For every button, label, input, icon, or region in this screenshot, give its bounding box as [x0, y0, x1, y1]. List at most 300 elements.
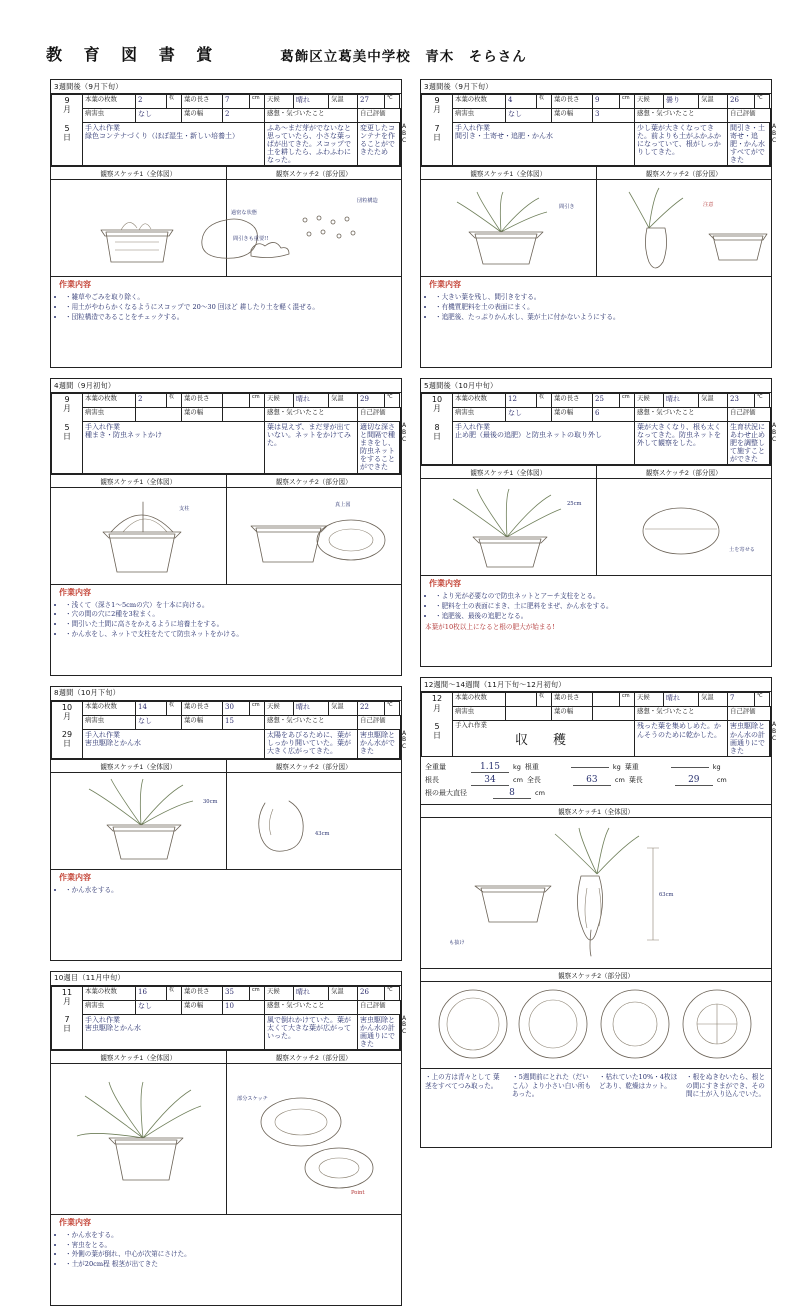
notice-label: 感想・気づいたこと	[635, 707, 728, 721]
weather-value: 晴れ	[294, 394, 329, 408]
notice-label: 感想・気づいたこと	[265, 408, 358, 422]
root-weight-value	[571, 767, 609, 768]
pest-value	[136, 408, 182, 422]
sketch-note-1: 25cm	[567, 501, 582, 508]
weather-value: 曇り	[664, 95, 699, 109]
measure-row-length	[425, 775, 767, 786]
date-month: 12	[431, 694, 443, 704]
date-cell: 9 月 7 日	[422, 95, 453, 166]
sketch-drawing	[51, 1064, 401, 1214]
sketch-drawing	[421, 479, 771, 575]
record-card-harvest	[420, 677, 777, 1147]
harvest-note-1: も抜け	[449, 939, 465, 946]
leaf-count-label: 本葉の枚数	[453, 95, 506, 109]
date-cell: 10 月 29 日	[52, 701, 83, 758]
work-title: 作業内容	[59, 587, 91, 597]
sketch2-label: 観察スケッチ2（部分図）	[275, 763, 352, 771]
unit-celsius: ℃	[385, 701, 400, 715]
sketch-header	[51, 1050, 401, 1064]
selfeval-abc: A B C	[770, 721, 771, 756]
unit-cm: cm	[620, 394, 635, 408]
pest-label: 病害虫	[83, 715, 136, 729]
selfeval-text: 適切な深さと間隔で種まきをし、防虫ネットをすることができた	[358, 422, 400, 473]
work-list	[55, 886, 397, 895]
work-item: • ・かん水をする。	[65, 886, 397, 895]
temp-label: 気温	[699, 394, 728, 408]
sketch-drawing	[421, 180, 771, 276]
total-weight-label: 全重量	[425, 763, 446, 772]
unit-celsius: ℃	[755, 693, 770, 707]
work-item: • ・大きい葉を残し、間引きをする。	[435, 293, 767, 302]
notice-text: 葉は見えず、まだ芽が出ていない。ネットをかけてみた。	[265, 422, 358, 473]
work-title: 作業内容	[59, 1217, 91, 1227]
sketch-drawing	[51, 180, 401, 276]
selfeval-label: 自己評価	[358, 1000, 401, 1014]
temp-label: 気温	[699, 693, 728, 707]
date-cell: 11 月 7 日	[52, 986, 83, 1049]
care-text	[83, 422, 265, 473]
unit-cm: cm	[620, 95, 635, 109]
unit-celsius: ℃	[385, 394, 400, 408]
work-list	[55, 1231, 397, 1270]
sketch1-label: 観察スケッチ1（全体図）	[421, 167, 597, 179]
total-weight-value: 1.15	[471, 762, 509, 773]
record-card-week9-1	[50, 79, 407, 368]
sketch-note-1: 支柱	[179, 505, 190, 512]
leaf-length2-value: 29	[675, 775, 713, 786]
temp-label: 気温	[329, 95, 358, 109]
leaf-width-value: 10	[223, 1000, 265, 1014]
unit-celsius: ℃	[755, 394, 770, 408]
sketch2-label: 観察スケッチ2（部分図）	[558, 972, 634, 980]
selfeval-abc: A B C	[400, 1014, 401, 1049]
pest-label: 病害虫	[83, 1000, 136, 1014]
work-item: • ・有機質肥料を土の表面にまく。	[435, 303, 767, 312]
unit-cm: cm	[250, 95, 265, 109]
date-day: 5	[64, 422, 70, 432]
notice-text: 風で倒れかけていた。葉が太くて大きな葉が広がっていった。	[265, 1014, 358, 1049]
leaf-count-label: 本葉の枚数	[453, 394, 506, 408]
root-weight-label: 根重	[524, 763, 539, 772]
work-title: 作業内容	[59, 280, 91, 290]
harvest-notes	[421, 1069, 771, 1147]
sketch-area-sections	[421, 982, 771, 1069]
work-item: • ・害虫をとる。	[65, 1241, 397, 1250]
sketch-note-2: 土を寄せる	[729, 547, 755, 554]
selfeval-text: 生育状況にあわせ止め肥を調整して施すことができた	[728, 422, 770, 465]
cross-sections-drawing	[421, 982, 771, 1068]
unit-cm: cm	[250, 394, 265, 408]
date-day: 7	[434, 123, 440, 133]
harvest-note: ・根をぬきむいたら、根との間にすきまができ、その間に土が入り込んでいた。	[686, 1072, 766, 1099]
sketch-note-1: 30cm	[203, 798, 218, 805]
notice-label: 感想・気づいたこと	[265, 1000, 358, 1014]
leaf-count-value: 2	[136, 95, 167, 109]
care-value: 害虫駆除とかん水	[85, 1023, 141, 1032]
sketch1-label: 観察スケッチ1（全体図）	[558, 808, 634, 816]
leaf-length-value: 25	[593, 394, 620, 408]
work-item: • ・雑草やごみを取り除く。	[65, 293, 397, 302]
leaf-width-value	[593, 707, 635, 721]
work-area	[51, 585, 401, 675]
notice-label: 感想・気づいたこと	[635, 408, 728, 422]
unit-mai: 枚	[167, 95, 182, 109]
selfeval-label: 自己評価	[358, 715, 401, 729]
sketch-note-highlight: 本葉が10枚以上になると根の肥大が始まる!	[425, 623, 555, 632]
care-text	[453, 123, 635, 166]
right-column	[420, 79, 777, 1158]
work-area	[51, 1215, 401, 1305]
care-text	[83, 729, 265, 758]
max-root-diameter-label: 根の最大直径	[425, 789, 467, 798]
temp-value: 29	[358, 394, 385, 408]
unit-mai: 枚	[167, 986, 182, 1000]
work-area	[421, 277, 771, 367]
unit-cm: cm	[716, 776, 727, 785]
care-label: 手入れ作業	[85, 730, 120, 739]
sketch2-label: 観察スケッチ2（部分図）	[645, 470, 722, 478]
measure-row-diameter	[425, 788, 767, 799]
temp-label: 気温	[699, 95, 728, 109]
work-item: • ・土が20cm程 根茎が出てきた	[65, 1260, 397, 1269]
selfeval-abc: A B C	[400, 422, 401, 473]
care-label: 手入れ作業	[455, 124, 490, 132]
sketch-header	[421, 465, 771, 479]
sketch-note-2: 注意	[703, 202, 714, 209]
notice-text: 残った葉を集めしめた。かんそうのために乾かした。	[635, 721, 728, 756]
selfeval-label: 自己評価	[728, 707, 771, 721]
pest-value: なし	[136, 715, 182, 729]
date-cell: 10 月 8 日	[422, 394, 453, 465]
leaf-length2-label: 葉長	[628, 776, 643, 785]
record-card-week9-3	[50, 378, 407, 675]
sketch2-label: 観察スケッチ2（部分図）	[275, 171, 352, 179]
sketch-note-1: 部分スケッチ	[237, 1095, 268, 1102]
care-label: 手入れ作業	[455, 423, 490, 432]
leaf-count-value	[506, 693, 537, 707]
notice-text: 太陽をあびるために、葉がしっかり開いていた。葉が大きく広がってきた。	[265, 729, 358, 758]
sketch-note-3: 団粒構造	[357, 198, 378, 205]
record-card-week8	[50, 686, 407, 961]
record-table	[51, 701, 407, 759]
pest-label: 病害虫	[453, 707, 506, 721]
care-value: 止め肥（最後の追肥）と防虫ネットの取り外し	[455, 431, 602, 440]
leaf-width-label: 葉の幅	[552, 707, 593, 721]
record-card-week9-2	[420, 79, 777, 368]
card-caption: 8週間（10月下旬）	[51, 687, 401, 701]
pest-value: なし	[506, 408, 552, 422]
leaf-length-value	[593, 693, 620, 707]
leaf-length-value: 30	[223, 701, 250, 715]
work-title: 作業内容	[429, 280, 461, 290]
work-item: • ・間引いた土間に高さをかえるように培養土をする。	[65, 620, 397, 629]
leaf-width-value	[223, 408, 265, 422]
sketch-area	[51, 773, 401, 870]
unit-cm: cm	[620, 693, 635, 707]
work-item: • ・用土がやわらかくなるようにスコップで 20〜30 回ほど 耕したり土を軽く混ぜる。	[65, 303, 397, 312]
unit-mai: 枚	[537, 693, 552, 707]
work-item: • ・穴の間の穴に2種を3粒まく。	[65, 610, 397, 619]
leaf-weight-value	[671, 767, 709, 768]
notice-text: 少し葉が大きくなってきた。前よりも土がふかふかになっていて、根がしっかりしてきた。	[635, 123, 728, 166]
unit-cm: cm	[250, 986, 265, 1000]
care-value: 害虫駆除とかん水	[85, 738, 141, 747]
record-table	[421, 393, 777, 465]
unit-mai: 枚	[167, 394, 182, 408]
sketch-note-2: 43cm	[315, 830, 330, 837]
care-label: 手入れ作業	[85, 423, 120, 432]
leaf-count-value: 2	[136, 394, 167, 408]
selfeval-label: 自己評価	[358, 408, 401, 422]
notice-text: 葉が大きくなり、根も太くなってきた。防虫ネットを外して観察をした。	[635, 422, 728, 465]
selfeval-text: 間引き・土寄せ・追肥・かん水すべてができた	[728, 123, 770, 166]
sketch-note-2: 真上図	[335, 501, 351, 508]
temp-value: 27	[358, 95, 385, 109]
care-label: 手入れ作業	[85, 1015, 120, 1024]
card-caption: 3週間後（9月下旬）	[421, 80, 771, 94]
work-area	[51, 277, 401, 367]
selfeval-abc: A B C	[770, 123, 771, 166]
root-length-value: 34	[471, 775, 509, 786]
leaf-width-label: 葉の幅	[182, 408, 223, 422]
unit-mai: 枚	[537, 95, 552, 109]
care-text	[83, 1014, 265, 1049]
sketch1-header	[421, 805, 771, 818]
harvest-notes-row	[425, 1073, 767, 1100]
leaf-count-label: 本葉の枚数	[453, 693, 506, 707]
temp-label: 気温	[329, 701, 358, 715]
weather-label: 天候	[265, 986, 294, 1000]
sketch2-label: 観察スケッチ2（部分図）	[275, 478, 352, 486]
total-length-value: 63	[573, 775, 611, 786]
weather-label: 天候	[265, 95, 294, 109]
pest-value: なし	[136, 109, 182, 123]
leaf-width-value: 2	[223, 109, 265, 123]
record-table	[51, 94, 407, 166]
date-day: 8	[434, 422, 440, 432]
work-item: • ・団粒構造であることをチェックする。	[65, 313, 397, 322]
care-label: 手入れ作業	[455, 721, 487, 730]
root-length-label: 根長	[425, 776, 439, 785]
care-value: 間引き・土寄せ・追肥・かん水	[455, 132, 553, 141]
harvest-note-height: 63cm	[659, 891, 674, 898]
care-value: 緑色コンテナづくり（ほぼ湿生・新しい培養土）	[85, 132, 239, 141]
notice-label: 感想・気づいたこと	[635, 109, 728, 123]
weather-label: 天候	[635, 693, 664, 707]
date-month: 10	[61, 702, 73, 712]
sketch2-label: 観察スケッチ2（部分図）	[275, 1054, 352, 1062]
leaf-width-label: 葉の幅	[552, 109, 593, 123]
record-card-week10-1	[420, 378, 777, 667]
school-and-student: 葛飾区立葛美中学校 青木 そらさん	[280, 49, 527, 65]
work-item: • ・浅くて（深さ1〜5cmの穴）を十本に向ける。	[65, 601, 397, 610]
harvest-note: ・枯れていた10%・4枚ほどあり、乾燥はカット。	[599, 1072, 678, 1090]
record-table	[51, 986, 407, 1050]
unit-mai: 枚	[167, 701, 182, 715]
leaf-length-label: 葉の長さ	[182, 986, 223, 1000]
leaf-length-label: 葉の長さ	[552, 693, 593, 707]
date-day: 29	[61, 730, 73, 740]
leaf-length-value	[223, 394, 250, 408]
leaf-length-value: 35	[223, 986, 250, 1000]
weather-label: 天候	[635, 95, 664, 109]
sketch-area	[51, 180, 401, 277]
care-text	[453, 422, 635, 465]
leaf-width-label: 葉の幅	[182, 715, 223, 729]
date-month: 9	[64, 96, 70, 105]
work-list	[425, 293, 767, 322]
pest-label: 病害虫	[453, 408, 506, 422]
temp-value: 7	[728, 693, 755, 707]
leaf-width-label: 葉の幅	[182, 109, 223, 123]
harvest-note: ・5週間前にとれた（だいこん）より小さい白い所もあった。	[512, 1072, 592, 1099]
work-item: • ・追肥後、最後の追肥となる。	[435, 612, 767, 621]
sketch-header	[51, 166, 401, 180]
leaf-length-label: 葉の長さ	[552, 95, 593, 109]
weather-label: 天候	[265, 701, 294, 715]
temp-label: 気温	[329, 986, 358, 1000]
leaf-width-label: 葉の幅	[552, 408, 593, 422]
leaf-length-label: 葉の長さ	[182, 701, 223, 715]
pest-label: 病害虫	[453, 109, 506, 123]
sketch-drawing	[51, 773, 401, 869]
unit-cm: cm	[614, 776, 625, 785]
sketch2-header	[421, 969, 771, 982]
sketch1-label: 観察スケッチ1（全体図）	[51, 167, 227, 179]
leaf-width-value: 6	[593, 408, 635, 422]
temp-value: 26	[358, 986, 385, 1000]
unit-celsius: ℃	[755, 95, 770, 109]
selfeval-text: 害虫駆除とかん水の計画通りにできた	[728, 721, 770, 756]
selfeval-text: 変更したコンテナを作ることができたため	[358, 123, 400, 166]
leaf-weight-label: 葉重	[624, 763, 639, 772]
sketch-area	[51, 488, 401, 585]
unit-kg: kg	[712, 763, 721, 772]
work-item: • ・追肥後、たっぷりかん水し、葉が土に付かないようにする。	[435, 313, 767, 322]
sketch-note-1: 過密な状態	[231, 210, 257, 217]
unit-kg: kg	[513, 763, 521, 772]
weather-value: 晴れ	[664, 394, 699, 408]
selfeval-abc: A B C	[400, 123, 401, 166]
care-cell	[453, 721, 635, 756]
date-month: 11	[61, 987, 73, 997]
date-day: 5	[64, 123, 70, 133]
pest-label: 病害虫	[83, 109, 136, 123]
leaf-count-value: 12	[506, 394, 537, 408]
record-table	[421, 94, 777, 166]
temp-value: 26	[728, 95, 755, 109]
work-list	[55, 601, 397, 640]
selfeval-label: 自己評価	[728, 109, 771, 123]
unit-celsius: ℃	[385, 986, 400, 1000]
page-header	[28, 30, 766, 73]
work-area	[51, 870, 401, 960]
weather-value: 晴れ	[294, 986, 329, 1000]
notice-label: 感想・気づいたこと	[265, 715, 358, 729]
selfeval-text: 害虫駆除とかん水の計画通りにできた	[358, 1014, 400, 1049]
date-month: 9	[64, 395, 70, 405]
unit-kg: kg	[612, 763, 621, 772]
sketch-header	[51, 759, 401, 773]
work-item: • ・肥料を土の表面にまき、土に肥料をまぜ、かん水をする。	[435, 602, 767, 611]
sketch-area-full	[421, 818, 771, 969]
selfeval-text: 害虫駆除とかん水ができた	[358, 729, 400, 758]
work-title: 作業内容	[59, 872, 91, 882]
selfeval-label: 自己評価	[358, 109, 401, 123]
measure-row-weight	[425, 762, 767, 773]
work-title: 作業内容	[429, 579, 461, 589]
care-value: 種まき・防虫ネットかけ	[85, 431, 162, 440]
max-root-diameter-value: 8	[493, 788, 531, 799]
work-item: • ・かん水をし、ネットで支柱をたてて防虫ネットをかける。	[65, 630, 397, 639]
leaf-length-label: 葉の長さ	[182, 95, 223, 109]
leaf-width-value: 15	[223, 715, 265, 729]
work-item: • ・より光が必要なので防虫ネットとアーチ支柱をとる。	[435, 592, 767, 601]
leaf-count-value: 4	[506, 95, 537, 109]
record-card-week10-2	[50, 971, 407, 1306]
sketch1-label: 観察スケッチ1（全体図）	[51, 1051, 227, 1063]
work-item: • ・外側の葉が倒れ、中心が次第にさけた。	[65, 1250, 397, 1259]
sketch1-label: 観察スケッチ1（全体図）	[51, 760, 227, 772]
card-caption: 10週目（11月中旬）	[51, 972, 401, 986]
selfeval-label: 自己評価	[728, 408, 771, 422]
card-caption: 3週間後（9月下旬）	[51, 80, 401, 94]
leaf-length-value: 7	[223, 95, 250, 109]
pest-label: 病害虫	[83, 408, 136, 422]
weather-label: 天候	[265, 394, 294, 408]
leaf-length-label: 葉の長さ	[552, 394, 593, 408]
pest-value: なし	[136, 1000, 182, 1014]
sketch2-label: 観察スケッチ2（部分図）	[645, 171, 722, 179]
card-caption: 4週間（9月初旬）	[51, 379, 401, 393]
care-label: 手入れ作業	[85, 124, 120, 132]
date-month: 10	[431, 395, 443, 405]
harvest-title: 収 穫	[514, 732, 572, 748]
notice-label: 感想・気づいたこと	[265, 109, 358, 123]
leaf-width-label: 葉の幅	[182, 1000, 223, 1014]
weather-value: 晴れ	[294, 95, 329, 109]
temp-label: 気温	[329, 394, 358, 408]
pest-value: なし	[506, 109, 552, 123]
date-month: 9	[434, 96, 440, 105]
sketch-area	[51, 1064, 401, 1215]
harvest-drawing	[421, 818, 771, 968]
card-caption: 5週間後（10月中旬）	[421, 379, 771, 393]
leaf-width-value: 3	[593, 109, 635, 123]
temp-value: 22	[358, 701, 385, 715]
leaf-length-label: 葉の長さ	[182, 394, 223, 408]
unit-cm: cm	[535, 789, 545, 798]
card-caption: 12週間〜14週間（11月下旬〜12月初旬）	[421, 678, 771, 692]
date-cell: 9 月 5 日	[52, 95, 83, 166]
sketch-note-2: 間引きも重要!!	[233, 236, 269, 243]
date-cell: 12 月 5 日	[422, 693, 453, 756]
date-day: 5	[434, 722, 440, 732]
unit-mai: 枚	[537, 394, 552, 408]
date-day: 7	[64, 1015, 70, 1025]
leaf-count-label: 本葉の枚数	[83, 986, 136, 1000]
leaf-count-label: 本葉の枚数	[83, 394, 136, 408]
sketch-area	[421, 180, 771, 277]
sketch-area	[421, 479, 771, 576]
weather-label: 天候	[635, 394, 664, 408]
sketch1-label: 観察スケッチ1（全体図）	[421, 466, 597, 478]
work-item: • ・かん水をする。	[65, 1231, 397, 1240]
sketch-note-2: Point	[351, 1189, 365, 1196]
unit-cm: cm	[250, 701, 265, 715]
date-cell: 9 月 5 日	[52, 394, 83, 473]
unit-celsius: ℃	[385, 95, 400, 109]
